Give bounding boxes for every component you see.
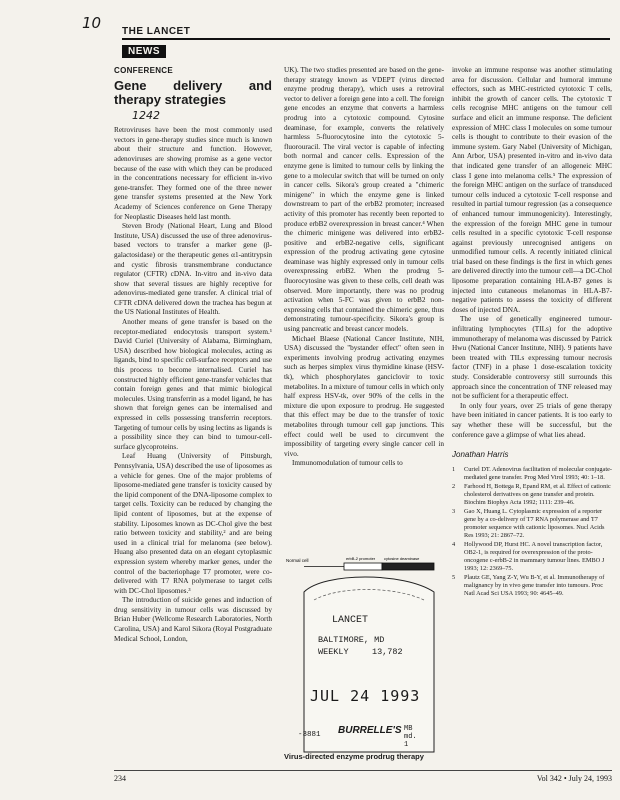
masthead [122,26,610,37]
gene-box [382,563,434,570]
footer-page-number: 234 [114,774,126,783]
column-3 [452,66,612,599]
handwritten-note: 1242 [132,108,160,122]
stamp-circulation: 13,782 [372,647,403,657]
paragraph: invoke an immune response was another stimulating area for discussion. Cellular and humoral immune effectors, such as MHC-restricted cytotoxic T cells, inhibit the growth of cancer cells. The cytotoxic T cells recognise MHC antigens on the tumour cell surface and elicit an immune response. The deficient expression of MHC class I molecules on some tumour cells is thought to contribute to their evasion of the immune system. Gary Nabel (University of Michigan, Ann Arbor, USA) presented in-vitro and in-vivo data that indicated gene transfer of an allogeneic MHC class I gene into melanoma cells.⁵ The expression of the foreign MHC antigen on the surface of transduced tumour cells induced a cytotoxic T-cell response and resulted in partial tumour regression (as a consequence of enhanced tumour immunogenicity). Interestingly, the expression of the foreign MHC gene in tumour cells resulted in a specific cytotoxic T-cell response against previously unrecognised antigens on unmodified tumour cells. A recently initiated clinical trial based on these findings is the first in which genes are delivered directly into the tumour cell—a DC-Chol liposome preparation containing HLA-B7 genes is injected into cutaneous melanomas in HLA-B7-negative patients to assess the toxicity of different doses of injected DNA. [452,66,612,314]
section-bar [122,41,610,55]
reference-item: 3 Gao X, Huang L. Cytoplasmic expression of a reporter gene by a co-delivery of T7 RNA polymerase and T7 promoter sequence with cationic liposomes. Nucl Acids Res 1993; 21: 2867–72. [452,507,605,539]
press-clipping-stamp [298,607,422,752]
reference-item: 4 Hollywood DP, Hurst HC. A novel transcription factor, OB2-1, is required for overexpression of the proto-oncogene c-erbB-2 in mammary tumour lines. EMBO J 1993; 12: 2369–75. [452,540,605,572]
masthead-rule [122,38,610,40]
figure-label-vector: Normal cell [286,558,309,563]
paragraph: Steven Brody (National Heart, Lung and Blood Institute, USA) discussed the use of three adenovirus-based vectors to transfer a marker gene (β-galactosidase) or the therapeutic genes α1-antitrypsin and cystic fibrosis transmembrane conductance regulator (CFTR) cDNA. In-vitro and in-vivo data show that several tissues are highly receptive for adenovirus-mediated gene transfer. A clinical trial of CFTR cDNA delivered down the trachea has begun at the US National Institutes of Health. [114,222,272,317]
stamp-code [404,725,422,749]
handwritten-page-mark: 10 [82,14,102,32]
section-label: NEWS [122,45,166,58]
stamp-code-line: MB [404,725,413,733]
paragraph: The introduction of suicide genes and induction of drug sensitivity in tumour cells was discussed by Brian Huber (Wellcome Research Laboratories, North Carolina, USA) and Karol Sikora (Royal Postgraduate Medical School, London, [114,596,272,643]
references [452,466,612,598]
figure-label-gene: cytosine deaminase [384,556,420,561]
paragraph: Retroviruses have been the most commonly used vectors in gene-therapy studies since much is known about their structure and function. However, adenoviruses are showing promise as a gene vector because of the ease with which they can be produced in the concentrations necessary for efficient in-vivo gene-transfer. They formed one of the three newer gene transfer systems presented at the New York Academy of Sciences conference on Gene Therapy for Neoplastic Diseases held last month. [114,126,272,221]
stamp-brand: BURRELLE'S [338,725,402,736]
paragraph: Michael Blaese (National Cancer Institute, NIH, USA) discussed the "bystander effect" often seen in experiments involving prodrug activating enzymes such as herpes simplex virus thymidine kinase (HSV-tk), which phosphorylates ganciclovir to toxic metabolites. In a mixture of tumour cells in which only half express HSV-tk, over 90% of the cells in the mixture die upon exposure to prodrug. He suggested that this effect may be due to the transfer of toxic metabolites through tumour cell gap junctions. This effect could well be used to circumvent the impossibility of targeting every single cancer cell in vivo. [284,334,444,458]
figure-caption: Virus-directed enzyme prodrug therapy [284,752,424,761]
paragraph: The use of genetically engineered tumour-infiltrating lymphocytes (TILs) for the adoptive immunotherapy of melanoma was discussed by Patrick Hwu (National Cancer Institute, NIH). 9 patients have been treated with TILs expressing tumour necrosis factor (TNF) in a phase 1 dose-escalation toxicity study. Considerable controversy still surrounds this approach since the concentration of TNF released may not be sufficient for a therapeutic effect. [452,315,612,401]
paragraph: In only four years, over 25 trials of gene therapy have been initiated in cancer patients. It is too early to say whether these will be successful, but the conference gave a glimpse of what lies ahead. [452,401,612,439]
column-1 [114,66,272,644]
promoter-box [344,563,382,570]
stamp-date: JUL 24 1993 [310,687,421,705]
paragraph: Another means of gene transfer is based on the receptor-mediated endocytosis transport system.¹ David Curiel (University of Alabama, Birmingham, USA) described how biological molecules, acting as ligands, bind to specific cell-surface receptors and use this process to become internalised. Curiel has constructed highly efficient gene-transfer vehicles that contain foreign genes and that mimic biological molecules. Using transferrin as a model ligand, he has shown that foreign genes can be internalised and expressed in cells possessing transferrin receptors. Targeting of tumour cells by using lectins as ligands is a possibility since they can bind to tumour-cell-surface glycoproteins. [114,318,272,451]
article-headline: Gene delivery and therapy strategies [114,77,272,107]
column-2 [284,66,444,469]
journal-name: THE LANCET [122,26,191,37]
paragraph: Leaf Huang (University of Pittsburgh, Pennsylvania, USA) described the use of liposomes as a vehicle for genes. One of the major problems of liposome-mediated gene transfer is toxicity caused by the lipid component of the DNA-liposome complex to target cells. Toxicity can be reduced by changing the lipid content of liposomes, but at the expense of stability. Liposomes known as DC-Chol give the best ratio between toxicity and stability,² and are being used in a clinical trial for melanoma (see below). Huang also presented data on an elegant cytoplasmic expression system whereby marker genes, under the control of the bacteriophage T7 promoter, were co-delivered with T7 RNA polymerase to target cells with DC-Chol liposomes.³ [114,452,272,595]
paragraph: UK). The two studies presented are based on the gene-therapy strategy known as VDEPT (virus directed enzyme prodrug therapy), which uses a retroviral vector to deliver a foreign gene into a cell. The foreign gene encodes an enzyme that converts a harmless prodrug into a cytotoxic compound. Cytosine deaminase, for example, converts the relatively harmless 5-fluorocytosine into the cytotoxic 5-fluorouracil. The viral vector is capable of infecting both normal and cancer cells. Expression of the enzyme gene is limited to tumour cells by linking the gene to a molecular switch that will be turned on only in cancer cells. Sikora's group created a "chimeric minigene" in which the enzyme gene is linked downstream to part of the erbB2 promoter; increased activity of this promoter has recently been reported to produce erbB2 overexpression in breast cancer.⁴ When the chimeric minigene was delivered into erbB2-positive and erbB2-negative cells, significant expression of the prodrug activating gene cytosine deaminase was highly expressed only in tumour cells overexpressing erbB2. When the prodrug 5-fluorocytosine was given to these cells, cell death was observed. More importantly, there was no prodrug activation when 5-FC was given to erbB2 non-expressing cells that contained the chimeric gene, thus demonstrating tumour-specificity. Sikora's group is using pancreatic and breast cancer models. [284,66,444,334]
footer-rule [114,770,612,771]
figure-vdept [284,552,444,762]
stamp-publication: LANCET [332,615,369,626]
stamp-city: BALTIMORE, MD [318,635,385,645]
paragraph: Immunomodulation of tumour cells to [292,459,403,468]
reference-item: 5 Plautz GE, Yang Z-Y, Wu B-Y, et al. Immunotherapy of malignancy by in vivo gene transfer into tumours. Proc Natl Acad Sci USA 1993; 90: 4645–49. [452,573,605,597]
stamp-code-line: md. 1 [404,733,417,749]
footer-issue: Vol 342 • July 24, 1993 [536,774,612,783]
article-byline: Jonathan Harris [452,450,509,460]
figure-label-promoter: erbB-2 promoter [346,556,376,561]
reference-item: 1 Curiel DT. Adenovirus facilitation of molecular conjugate-mediated gene transfer. Prog Med Virol 1993; 40: 1–18. [452,465,612,481]
stamp-frequency: WEEKLY [318,647,349,657]
stamp-clip-number: -3881 [298,731,321,739]
article-kicker: CONFERENCE [114,66,174,75]
reference-item: 2 Farhood H, Bottega R, Epand RM, et al. Effect of cationic cholesterol derivatives on gene transfer and protein. Biochim Biophys Acta 1992; 1111: 239–46. [452,482,611,506]
